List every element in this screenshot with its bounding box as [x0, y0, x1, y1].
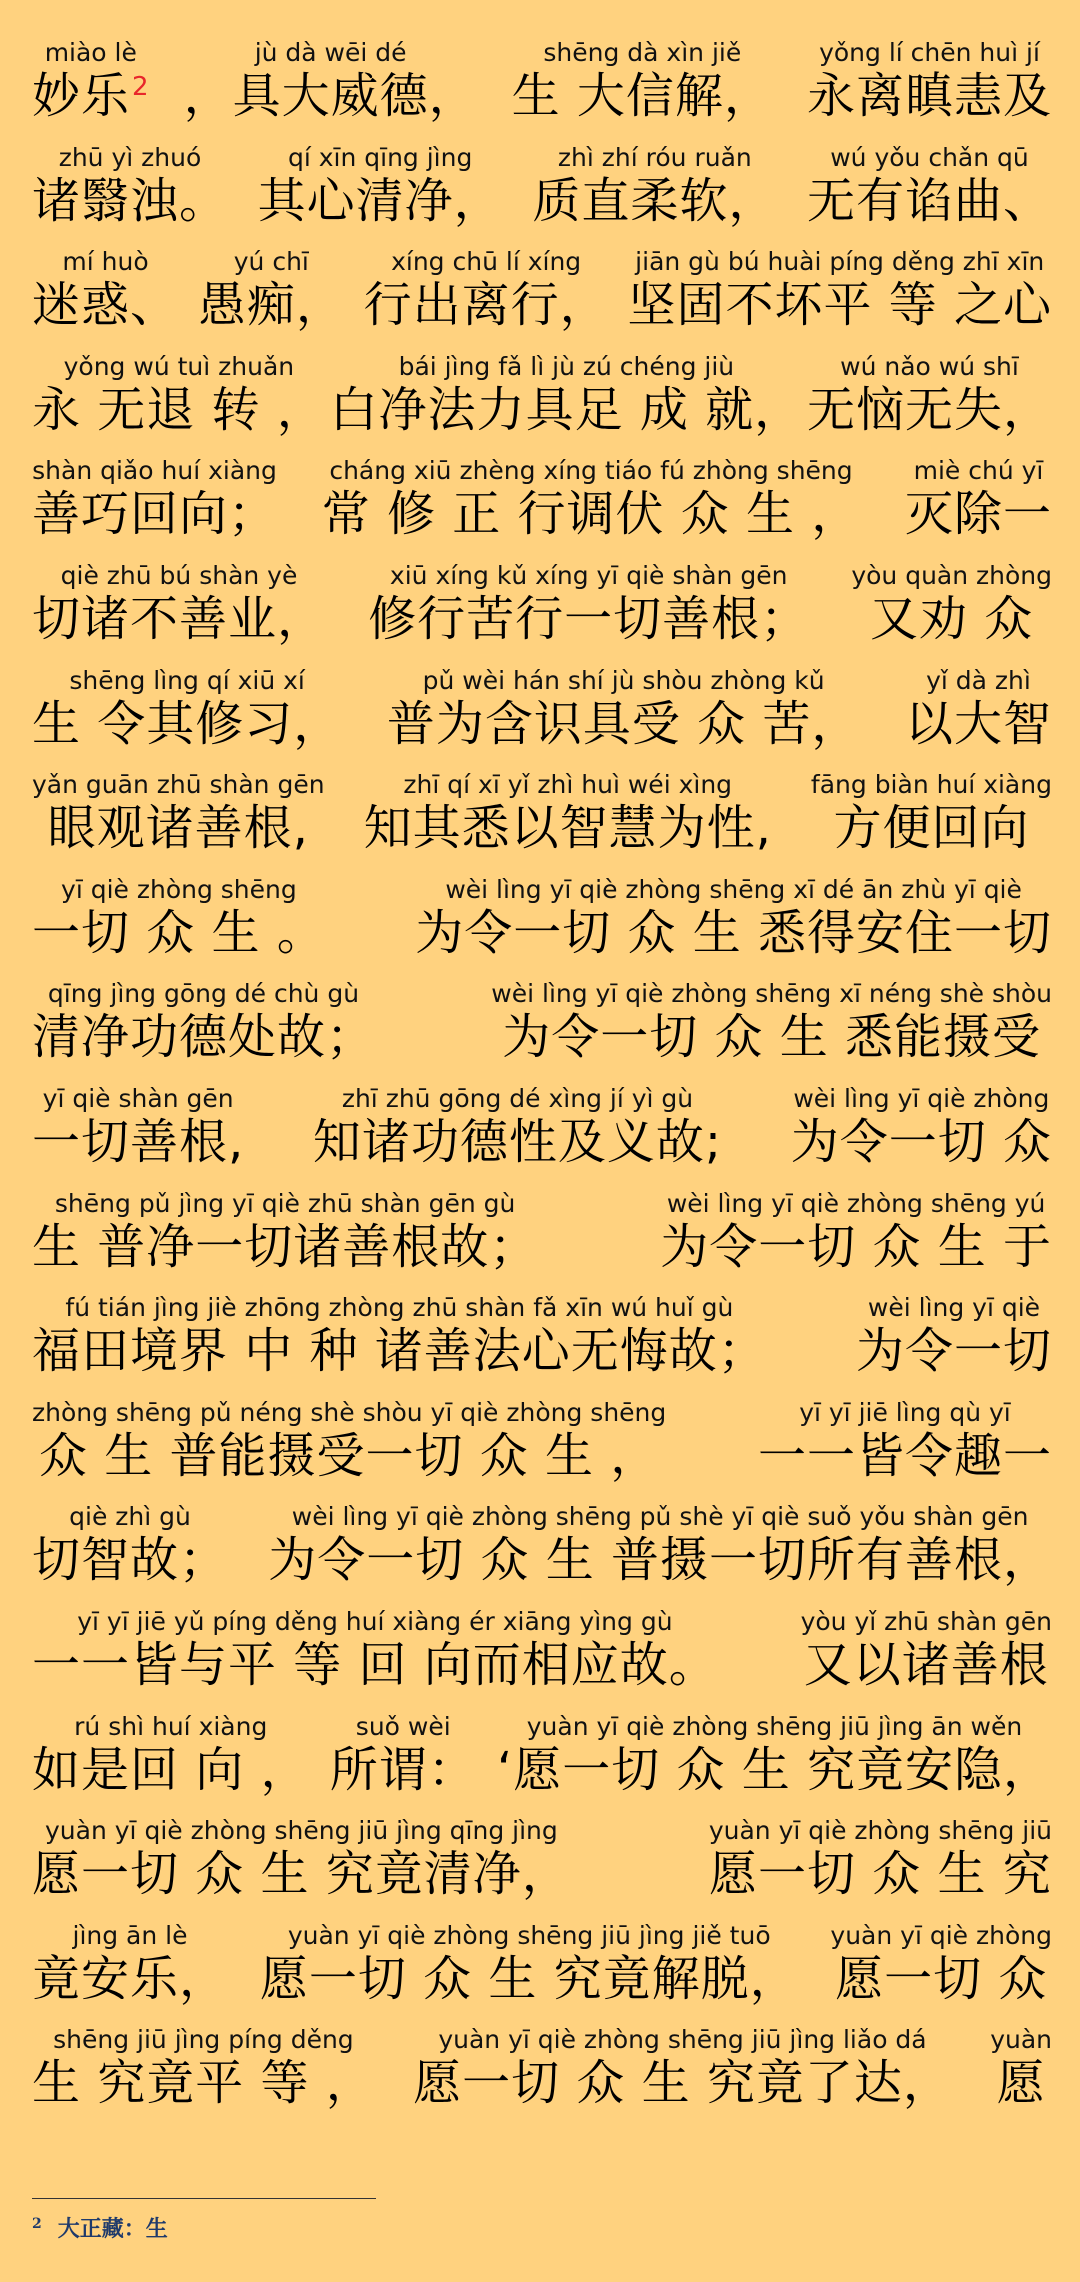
- chinese-text: 永离瞋恚及: [806, 68, 1052, 124]
- chinese-text: 灭除一: [904, 486, 1052, 543]
- chinese-text: 为令一切 众 生 普摄一切所有善根，: [268, 1532, 1052, 1589]
- text-segment: [32, 1084, 244, 1170]
- chinese-text: 愿一切 众 生 究竟了达，: [413, 2055, 952, 2112]
- chinese-text-wrap: [804, 1637, 1049, 1693]
- chinese-text-wrap: [32, 1323, 767, 1379]
- chinese-text: 其心清净，: [257, 172, 503, 229]
- chinese-text: ，具大威德，: [183, 68, 478, 124]
- text-segment: [807, 352, 1052, 438]
- text-segment: [32, 1607, 718, 1693]
- text-segment: [905, 456, 1052, 542]
- text-line: [32, 1084, 1052, 1189]
- pinyin: miè chú yī: [913, 456, 1044, 486]
- text-segment: [32, 2025, 375, 2111]
- text-segment: [32, 38, 150, 124]
- text-line: [32, 1921, 1052, 2026]
- chinese-text: 知其悉以智慧为性,: [363, 800, 772, 857]
- text-segment: [364, 770, 772, 856]
- text-line: [32, 456, 1052, 561]
- chinese-text-wrap: [260, 1951, 799, 2007]
- pinyin: shēng pǔ jìng yī qiè zhū shàn gēn gù: [54, 1188, 516, 1218]
- chinese-text-wrap: [835, 1951, 1047, 2007]
- chinese-text-wrap: [758, 1428, 1052, 1484]
- chinese-text: 所谓：: [329, 1741, 477, 1798]
- chinese-text-wrap: [364, 277, 609, 333]
- pinyin: yuàn yī qiè zhòng shēng jiū jìng jiě tuō: [287, 1920, 771, 1950]
- text-segment: [32, 352, 326, 438]
- text-segment: [32, 143, 228, 229]
- text-line: [32, 38, 1052, 143]
- chinese-text-wrap: [32, 1219, 538, 1275]
- chinese-text-wrap: [807, 68, 1052, 124]
- chinese-text-wrap: [32, 1532, 228, 1588]
- footnote-divider: [32, 2198, 376, 2199]
- chinese-text-wrap: [32, 1742, 310, 1798]
- text-segment: [330, 352, 804, 438]
- pinyin: zhòng shēng pǔ néng shè shòu yī qiè zhòng shēng: [32, 1397, 667, 1427]
- chinese-text: 众 生 普能摄受一切 众 生 ，: [38, 1427, 660, 1484]
- text-segment: [491, 979, 1052, 1065]
- chinese-text: 愿一切 众 生 究竟清净，: [32, 1846, 571, 1903]
- pinyin: yǐ dà zhì: [926, 665, 1031, 695]
- pinyin: zhū yì zhuó: [58, 142, 202, 172]
- pinyin: miào lè: [44, 38, 137, 67]
- text-segment: [258, 143, 503, 229]
- text-segment: [830, 1921, 1052, 2007]
- text-segment: [811, 770, 1052, 856]
- text-segment: [32, 1712, 310, 1798]
- chinese-text: 永 无退 转 ，: [32, 381, 326, 438]
- chinese-text: 为令一切 众 生 悉能摄受: [502, 1009, 1042, 1066]
- chinese-text-wrap: [709, 1846, 1052, 1902]
- text-line: [32, 1816, 1052, 1921]
- chinese-text-wrap: [660, 1219, 1052, 1275]
- chinese-text-wrap: [905, 486, 1052, 542]
- chinese-text: 为令一切 众 生 悉得安住一切: [415, 904, 1052, 961]
- text-line: [32, 561, 1052, 666]
- chinese-text-wrap: [32, 486, 277, 542]
- text-segment: [32, 875, 326, 961]
- chinese-text: 一切善根,: [32, 1113, 245, 1170]
- pinyin: zhī qí xī yǐ zhì huì wéi xìng: [403, 770, 733, 800]
- text-line: [32, 770, 1052, 875]
- text-segment: [260, 1921, 799, 2007]
- pinyin: xíng chū lí xíng: [391, 247, 582, 277]
- chinese-text: 无有谄曲、: [806, 172, 1052, 229]
- chinese-text: 竟安乐，: [32, 1950, 229, 2007]
- pinyin: yòu quàn zhòng: [851, 560, 1052, 590]
- chinese-text: 为令一切 众 生 于: [660, 1218, 1052, 1275]
- chinese-text-wrap: [905, 696, 1052, 752]
- text-segment: [532, 143, 777, 229]
- text-segment: [32, 1189, 538, 1275]
- chinese-text: 愿: [996, 2055, 1046, 2112]
- pinyin: yú chī: [233, 247, 309, 277]
- chinese-text-wrap: [415, 905, 1052, 961]
- pinyin: yuàn yī qiè zhòng shēng jiū jìng liǎo dá: [438, 2025, 927, 2055]
- pinyin: cháng xiū zhèng xíng tiáo fú zhòng shēng: [329, 456, 853, 486]
- pinyin: yǒng lí chēn huì jí: [819, 38, 1040, 67]
- chinese-text-wrap: [32, 696, 342, 752]
- chinese-text: ‘愿一切 众 生 究竟安隐，: [496, 1741, 1052, 1798]
- text-segment: [32, 770, 325, 856]
- chinese-text-wrap: [330, 382, 804, 438]
- text-segment: [660, 1189, 1052, 1275]
- chinese-text-wrap: [32, 1009, 375, 1065]
- chinese-text-wrap: [32, 1951, 228, 2007]
- footnote-text: 大正藏：生: [57, 2216, 168, 2242]
- chinese-text-wrap: [807, 382, 1052, 438]
- footnote-number: 2: [32, 2215, 42, 2232]
- pinyin: bái jìng fǎ lì jù zú chéng jiù: [398, 351, 735, 381]
- pinyin: yī yī jiē yǔ píng děng huí xiàng ér xiāng yìng gù: [77, 1606, 673, 1636]
- chinese-text: 质直柔软，: [532, 172, 778, 229]
- chinese-text: 生 大信解，: [511, 68, 773, 124]
- pinyin: shēng lìng qí xiū xí: [69, 665, 305, 695]
- chinese-text: 诸翳浊。: [32, 172, 229, 229]
- text-line: [32, 1189, 1052, 1294]
- chinese-text: 眼观诸善根,: [47, 800, 309, 857]
- text-segment: [801, 1607, 1052, 1693]
- chinese-text-wrap: [39, 1428, 659, 1484]
- text-segment: [32, 247, 179, 333]
- chinese-text-wrap: [258, 173, 503, 229]
- pinyin: wú yǒu chǎn qū: [830, 142, 1029, 172]
- chinese-text-wrap: [32, 68, 150, 124]
- text-segment: [330, 1712, 477, 1798]
- pinyin: jiān gù bú huài píng děng zhī xīn: [635, 247, 1045, 277]
- text-line: [32, 247, 1052, 352]
- chinese-text-wrap: [184, 68, 478, 124]
- text-segment: [807, 38, 1052, 124]
- chinese-text: 白净法力具足 成 就，: [329, 381, 804, 438]
- chinese-text-wrap: [198, 277, 345, 333]
- text-segment: [198, 247, 345, 333]
- text-segment: [322, 456, 861, 542]
- pinyin: wèi lìng yī qiè zhòng: [793, 1083, 1050, 1113]
- text-segment: [413, 2025, 952, 2111]
- text-segment: [32, 666, 342, 752]
- pinyin: shēng jiū jìng píng děng: [53, 2025, 354, 2055]
- text-line: [32, 666, 1052, 771]
- pinyin: mí huò: [62, 247, 149, 277]
- chinese-text: 一一皆令趣一: [757, 1427, 1052, 1484]
- pinyin: wú nǎo wú shī: [840, 351, 1019, 381]
- chinese-text-wrap: [32, 173, 228, 229]
- pinyin: xiū xíng kǔ xíng yī qiè shàn gēn: [389, 560, 788, 590]
- chinese-text-wrap: [791, 1114, 1052, 1170]
- footnote: [32, 2212, 168, 2243]
- pinyin: yuàn yī qiè zhòng shēng jiū jìng ān wěn: [526, 1711, 1023, 1741]
- text-line: [32, 143, 1052, 248]
- chinese-text-wrap: [368, 591, 809, 647]
- text-segment: [32, 1921, 228, 2007]
- chinese-text: 行出离行，: [363, 277, 609, 334]
- pinyin: shàn qiǎo huí xiàng: [32, 456, 277, 486]
- pinyin: yī qiè shàn gēn: [42, 1083, 234, 1113]
- chinese-text-wrap: [32, 1637, 718, 1693]
- text-segment: [387, 666, 861, 752]
- chinese-text: 福田境界 中 种 诸善法心无悔故；: [32, 1323, 767, 1380]
- text-segment: [32, 561, 326, 647]
- sutra-text: [32, 38, 1052, 2130]
- chinese-text: 以大智: [904, 695, 1052, 752]
- text-segment: [32, 1293, 767, 1379]
- text-line: [32, 2025, 1052, 2130]
- pinyin: yuàn yī qiè zhòng shēng jiū: [708, 1816, 1052, 1846]
- text-segment: [268, 1502, 1052, 1588]
- chinese-text: 一一皆与平 等 回 向而相应故。: [32, 1636, 718, 1693]
- chinese-text-wrap: [32, 1114, 244, 1170]
- chinese-text: 为令一切 众: [790, 1113, 1052, 1170]
- pinyin: jìng ān lè: [72, 1920, 188, 1950]
- footnote-reference[interactable]: 2: [132, 72, 150, 102]
- text-segment: [791, 1084, 1052, 1170]
- text-line: [32, 352, 1052, 457]
- pinyin: fāng biàn huí xiàng: [810, 770, 1052, 800]
- pinyin: jù dà wēi dé: [254, 38, 407, 67]
- chinese-text: 为令一切: [855, 1323, 1052, 1380]
- pinyin: yī yī jiē lìng qù yī: [799, 1397, 1011, 1427]
- chinese-text-wrap: [807, 173, 1052, 229]
- chinese-text: 切智故；: [32, 1532, 229, 1589]
- text-segment: [758, 1398, 1052, 1484]
- chinese-text: 清净功德处故；: [32, 1009, 376, 1066]
- text-line: [32, 1398, 1052, 1503]
- chinese-text-wrap: [997, 2055, 1046, 2111]
- chinese-text: 又劝 众: [870, 590, 1034, 647]
- chinese-text-wrap: [413, 2055, 952, 2111]
- pinyin: qiè zhì gù: [69, 1502, 191, 1532]
- chinese-text: 知诸功德性及义故;: [312, 1113, 723, 1170]
- chinese-text: 修行苦行一切善根；: [368, 590, 810, 647]
- text-segment: [313, 1084, 722, 1170]
- text-segment: [497, 1712, 1052, 1798]
- chinese-text-wrap: [32, 591, 326, 647]
- pinyin: yī qiè zhòng shēng: [61, 874, 297, 904]
- text-segment: [627, 247, 1052, 333]
- chinese-text: 常 修 正 行调伏 众 生 ，: [321, 486, 861, 543]
- chinese-text: 无恼无失，: [806, 381, 1052, 438]
- chinese-text-wrap: [502, 1009, 1041, 1065]
- text-segment: [990, 2025, 1052, 2111]
- pinyin: wèi lìng yī qiè zhòng shēng pǔ shè yī qiè suǒ yǒu shàn gēn: [291, 1502, 1029, 1532]
- pinyin: rú shì huí xiàng: [74, 1711, 268, 1741]
- pinyin: pǔ wèi hán shí jù shòu zhòng kǔ: [422, 665, 825, 695]
- chinese-text-wrap: [322, 486, 861, 542]
- chinese-text: 愿一切 众 生 究: [709, 1846, 1052, 1903]
- text-line: [32, 1502, 1052, 1607]
- chinese-text: 普为含识具受 众 苦，: [386, 695, 861, 752]
- chinese-text-wrap: [387, 696, 861, 752]
- text-line: [32, 979, 1052, 1084]
- chinese-text-wrap: [32, 382, 326, 438]
- chinese-text: 切诸不善业，: [32, 590, 327, 647]
- chinese-text: 如是回 向 ，: [32, 1741, 310, 1798]
- pinyin: yǒng wú tuì zhuǎn: [63, 351, 295, 381]
- chinese-text: 一切 众 生 。: [32, 904, 326, 961]
- text-segment: [856, 1293, 1052, 1379]
- chinese-text-wrap: [512, 68, 773, 124]
- chinese-text: 生 令其修习，: [32, 695, 343, 752]
- text-segment: [851, 561, 1052, 647]
- chinese-text-wrap: [268, 1532, 1052, 1588]
- chinese-text: 坚固不坏平 等 之心: [627, 277, 1052, 334]
- chinese-text: 妙乐: [32, 68, 131, 124]
- text-segment: [184, 38, 478, 124]
- chinese-text: 愿一切 众 生 究竟解脱，: [259, 1950, 799, 2007]
- pinyin: yuàn yī qiè zhòng: [830, 1920, 1052, 1950]
- chinese-text-wrap: [833, 800, 1029, 856]
- text-segment: [368, 561, 809, 647]
- pinyin: wèi lìng yī qiè zhòng shēng xī dé ān zhù yī qiè: [445, 874, 1022, 904]
- text-segment: [807, 143, 1052, 229]
- chinese-text: 愿一切 众: [835, 1950, 1048, 2007]
- chinese-text-wrap: [32, 2055, 375, 2111]
- pinyin: yuàn yī qiè zhòng shēng jiū jìng qīng jìng: [45, 1816, 558, 1846]
- pinyin: shēng dà xìn jiě: [543, 38, 742, 67]
- pinyin: wèi lìng yī qiè zhòng shēng yú: [666, 1188, 1046, 1218]
- chinese-text: 迷惑、: [32, 277, 180, 334]
- text-segment: [415, 875, 1052, 961]
- pinyin: qīng jìng gōng dé chù gù: [47, 979, 360, 1009]
- text-segment: [512, 38, 773, 124]
- text-segment: [32, 1502, 228, 1588]
- chinese-text: 方便回向: [833, 800, 1030, 857]
- pinyin: qí xīn qīng jìng: [287, 142, 473, 172]
- text-line: [32, 1712, 1052, 1817]
- chinese-text-wrap: [48, 800, 309, 856]
- text-segment: [905, 666, 1052, 752]
- pinyin: yòu yǐ zhū shàn gēn: [800, 1606, 1052, 1636]
- chinese-text: 生 普净一切诸善根故；: [32, 1218, 539, 1275]
- pinyin: zhī zhū gōng dé xìng jí yì gù: [341, 1083, 694, 1113]
- pinyin: wèi lìng yī qiè zhòng shēng xī néng shè shòu: [491, 979, 1052, 1009]
- chinese-text-wrap: [32, 277, 179, 333]
- chinese-text-wrap: [627, 277, 1052, 333]
- text-segment: [32, 1398, 666, 1484]
- pinyin: qiè zhū bú shàn yè: [60, 560, 298, 590]
- pinyin: yuàn: [990, 2025, 1052, 2055]
- text-line: [32, 1293, 1052, 1398]
- chinese-text-wrap: [870, 591, 1033, 647]
- text-segment: [32, 979, 375, 1065]
- chinese-text-wrap: [32, 1846, 571, 1902]
- chinese-text-wrap: [313, 1114, 722, 1170]
- chinese-text-wrap: [330, 1742, 477, 1798]
- chinese-text: 善巧回向；: [32, 486, 278, 543]
- chinese-text: 又以诸善根: [803, 1636, 1049, 1693]
- text-segment: [32, 1816, 571, 1902]
- chinese-text-wrap: [364, 800, 772, 856]
- pinyin: suǒ wèi: [355, 1711, 451, 1741]
- pinyin: zhì zhí róu ruǎn: [557, 142, 752, 172]
- chinese-text: 愚痴，: [197, 277, 345, 334]
- text-segment: [364, 247, 609, 333]
- text-segment: [709, 1816, 1052, 1902]
- chinese-text-wrap: [497, 1742, 1052, 1798]
- chinese-text-wrap: [32, 905, 326, 961]
- text-segment: [32, 456, 277, 542]
- text-line: [32, 1607, 1052, 1712]
- chinese-text: 生 究竟平 等 ，: [32, 2055, 375, 2112]
- pinyin: yǎn guān zhū shàn gēn: [32, 770, 325, 800]
- pinyin: wèi lìng yī qiè: [867, 1293, 1041, 1323]
- pinyin: fú tián jìng jiè zhōng zhòng zhū shàn fǎ xīn wú huǐ gù: [65, 1293, 734, 1323]
- chinese-text-wrap: [856, 1323, 1052, 1379]
- chinese-text-wrap: [532, 173, 777, 229]
- text-line: [32, 875, 1052, 980]
